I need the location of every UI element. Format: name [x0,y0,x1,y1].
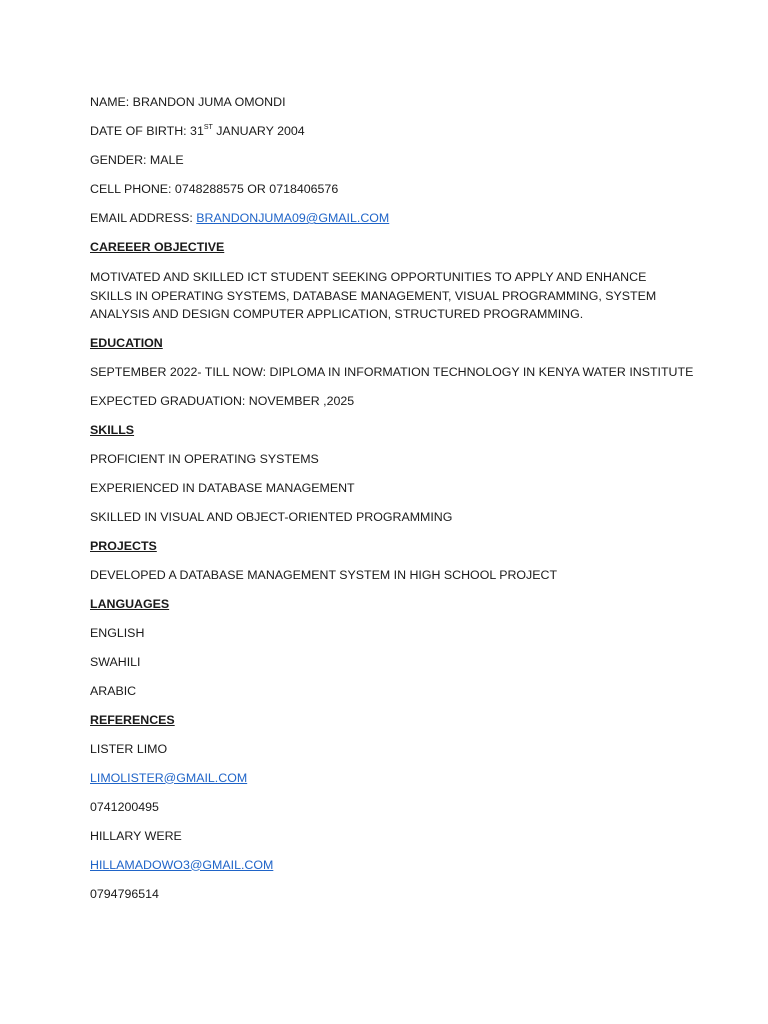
language-item: ARABIC [90,683,137,698]
skill-item: EXPERIENCED IN DATABASE MANAGEMENT [90,480,355,495]
reference-email-link[interactable]: LIMOLISTER@GMAIL.COM [90,770,248,785]
skill-item: PROFICIENT IN OPERATING SYSTEMS [90,451,319,466]
education-heading: EDUCATION [90,335,163,350]
objective-text: MOTIVATED AND SKILLED ICT STUDENT SEEKING OPPORTUNITIES TO APPLY AND ENHANCE SKILLS IN OPERATING SYSTEMS, DATABASE MANAGEMENT, VISUAL PROGRAMMING, SYSTEM ANALYSIS AND DESIGN COMPUTER APPLICATION, STRUCTURED PROGRAMMING. [90,270,657,321]
reference-email-line [90,857,680,873]
reference-email-line [90,770,680,786]
education-entry: SEPTEMBER 2022- TILL NOW: DIPLOMA IN INFORMATION TECHNOLOGY IN KENYA WATER INSTITUTE [90,364,694,379]
gender-line: GENDER: MALE [90,153,184,167]
email-line [90,210,680,226]
phone-line: CELL PHONE: 0748288575 OR 0718406576 [90,182,339,196]
reference-email-link[interactable]: HILLAMADOWO3@GMAIL.COM [90,857,274,872]
language-item: ENGLISH [90,625,145,640]
email-label: EMAIL ADDRESS: [90,211,197,225]
objective-heading: CAREEER OBJECTIVE [90,240,225,254]
email-link[interactable]: BRANDONJUMA09@GMAIL.COM [196,211,390,225]
language-item: SWAHILI [90,654,141,669]
project-item: DEVELOPED A DATABASE MANAGEMENT SYSTEM IN HIGH SCHOOL PROJECT [90,567,558,582]
dob-suffix: JANUARY 2004 [212,124,305,138]
projects-heading: PROJECTS [90,538,157,553]
skill-item: SKILLED IN VISUAL AND OBJECT-ORIENTED PROGRAMMING [90,509,453,524]
reference-phone: 0741200495 [90,799,159,814]
dob-prefix: DATE OF BIRTH: 31 [90,124,204,138]
resume-document [90,94,694,915]
graduation-line: EXPECTED GRADUATION: NOVEMBER ,2025 [90,393,355,408]
skills-heading: SKILLS [90,422,135,437]
dob-line [90,123,680,139]
reference-phone: 0794796514 [90,886,159,901]
reference-name: LISTER LIMO [90,741,168,756]
references-heading: REFERENCES [90,712,175,727]
dob-superscript: ST [203,124,213,131]
reference-name: HILLARY WERE [90,828,182,843]
name-line: NAME: BRANDON JUMA OMONDI [90,95,286,109]
languages-heading: LANGUAGES [90,596,170,611]
